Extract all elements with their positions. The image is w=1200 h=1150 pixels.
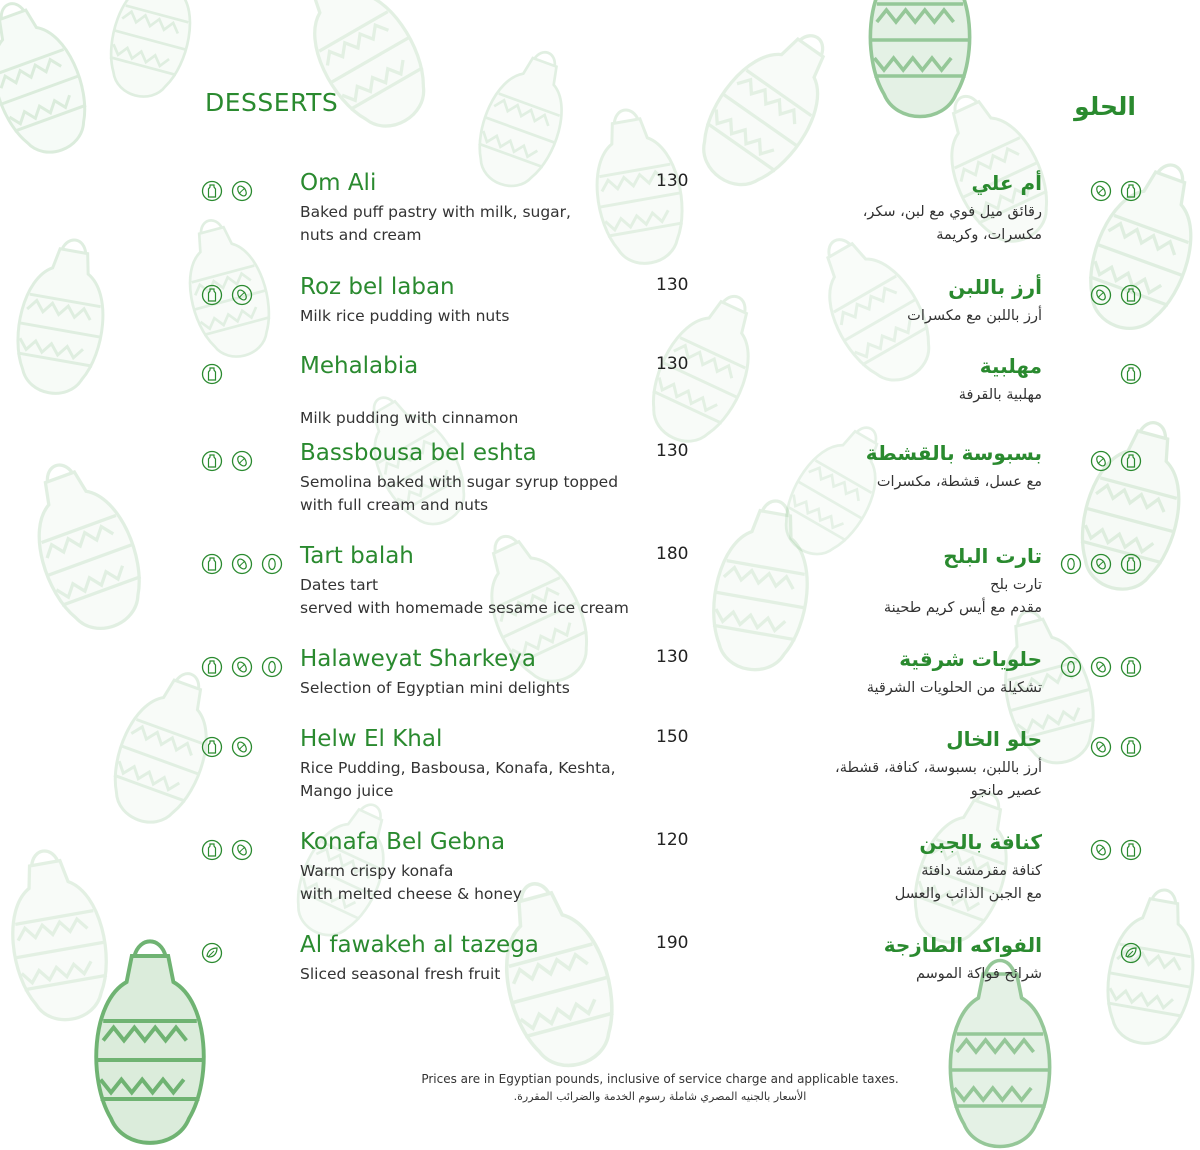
description-line: مع عسل، قشطة، مكسرات <box>876 474 1042 490</box>
description-line: أرز باللبن، بسبوسة، كنافة، قشطة، <box>835 760 1042 776</box>
allergen-icons-ar <box>1120 942 1142 964</box>
dairy-icon <box>201 363 223 385</box>
item-price: 130 <box>656 275 689 295</box>
item-description-en <box>300 677 640 700</box>
dairy-icon <box>1120 656 1142 678</box>
allergen-icons-ar <box>1090 180 1142 202</box>
allergen-icons-ar <box>1090 839 1142 861</box>
description-line: رقائق ميل فوي مع لبن، سكر، <box>862 204 1042 220</box>
item-description-en <box>300 384 640 430</box>
item-description-ar <box>884 574 1042 620</box>
dairy-icon <box>1120 839 1142 861</box>
description-line: Sliced seasonal fresh fruit <box>300 965 501 983</box>
description-line: with full cream and nuts <box>300 496 489 514</box>
allergen-icons-en <box>201 450 253 472</box>
menu-item <box>0 170 1200 269</box>
nuts-icon <box>1090 736 1112 758</box>
description-line: شرائح فواكة الموسم <box>915 966 1042 982</box>
description-line: served with homemade sesame ice cream <box>300 599 629 617</box>
item-name-ar: كنافة بالجبن <box>919 830 1042 854</box>
description-line: أرز باللبن مع مكسرات <box>907 308 1042 324</box>
description-line: كنافة مقرمشة دافئة <box>921 863 1042 879</box>
description-line: Dates tart <box>300 576 379 594</box>
dairy-icon <box>1120 736 1142 758</box>
dairy-icon <box>201 839 223 861</box>
item-price: 190 <box>656 933 689 953</box>
menu-item <box>0 440 1200 539</box>
item-name-ar: أم علي <box>971 171 1042 195</box>
sesame-icon <box>261 656 283 678</box>
item-name-ar: تارت البلح <box>943 544 1042 568</box>
description-line: Warm crispy konafa <box>300 862 454 880</box>
allergen-icons-en <box>201 736 253 758</box>
nuts-icon <box>1090 450 1112 472</box>
nuts-icon <box>231 839 253 861</box>
description-line: تشكيلة من الحلويات الشرقية <box>866 680 1042 696</box>
nuts-icon <box>1090 180 1112 202</box>
description-line: تارت بلح <box>990 577 1042 593</box>
item-description-en <box>300 305 640 328</box>
item-name-ar: حلويات شرقية <box>899 647 1042 671</box>
item-description-ar <box>863 201 1042 247</box>
dairy-icon <box>201 450 223 472</box>
nuts-icon <box>231 450 253 472</box>
footer-note-en: Prices are in Egyptian pounds, inclusive of service charge and applicable taxes. <box>421 1072 899 1086</box>
allergen-icons-en <box>201 363 223 385</box>
allergen-icons-en <box>201 284 253 306</box>
item-name-en: Om Ali <box>300 170 377 196</box>
item-name-ar: أرز باللبن <box>948 275 1042 299</box>
item-name-ar: الفواكه الطازجة <box>883 933 1042 957</box>
item-description-en <box>300 201 640 247</box>
menu-item <box>0 353 1200 452</box>
item-name-en: Al fawakeh al tazega <box>300 932 539 958</box>
description-line: Milk rice pudding with nuts <box>300 307 510 325</box>
dairy-icon <box>201 736 223 758</box>
item-price: 130 <box>656 441 689 461</box>
allergen-icons-ar <box>1090 450 1142 472</box>
item-description-ar <box>907 305 1042 328</box>
item-price: 130 <box>656 647 689 667</box>
vegan-icon <box>201 942 223 964</box>
dairy-icon <box>1120 553 1142 575</box>
nuts-icon <box>231 180 253 202</box>
sesame-icon <box>261 553 283 575</box>
description-line: مكسرات، وكريمة <box>936 227 1042 243</box>
section-title-ar: الحلو <box>1074 92 1136 121</box>
nuts-icon <box>231 553 253 575</box>
item-name-ar: بسبوسة بالقشطة <box>865 441 1042 465</box>
gluten-icon <box>201 180 223 202</box>
item-name-en: Halaweyat Sharkeya <box>300 646 536 672</box>
allergen-icons-en <box>201 553 283 575</box>
item-description-en <box>300 963 640 986</box>
item-name-en: Mehalabia <box>300 353 419 379</box>
dairy-icon <box>1120 284 1142 306</box>
allergen-icons-en <box>201 656 283 678</box>
item-description-ar <box>959 384 1042 407</box>
description-line: Milk pudding with cinnamon <box>300 409 519 427</box>
allergen-icons-ar <box>1090 736 1142 758</box>
allergen-icons-en <box>201 942 223 964</box>
nuts-icon <box>1090 839 1112 861</box>
item-name-en: Konafa Bel Gebna <box>300 829 506 855</box>
item-price: 130 <box>656 171 689 191</box>
item-description-ar <box>895 860 1042 906</box>
menu-item <box>0 829 1200 928</box>
item-name-ar: مهلبية <box>979 354 1042 378</box>
allergen-icons-en <box>201 839 253 861</box>
nuts-icon <box>231 736 253 758</box>
menu-item <box>0 543 1200 642</box>
vegan-icon <box>1120 942 1142 964</box>
allergen-icons-ar <box>1120 363 1142 385</box>
gluten-icon <box>1120 180 1142 202</box>
allergen-icons-ar <box>1060 553 1142 575</box>
description-line: with melted cheese & honey <box>300 885 522 903</box>
description-line: Mango juice <box>300 782 394 800</box>
dairy-icon <box>1120 363 1142 385</box>
allergen-icons-ar <box>1090 284 1142 306</box>
menu-item <box>0 932 1200 1031</box>
item-description-ar <box>867 677 1042 700</box>
nuts-icon <box>1090 553 1112 575</box>
allergen-icons-en <box>201 180 253 202</box>
section-title-en: DESSERTS <box>205 88 339 117</box>
dairy-icon <box>201 553 223 575</box>
dairy-icon <box>1120 450 1142 472</box>
item-description-en <box>300 574 640 620</box>
sesame-icon <box>1060 553 1082 575</box>
item-name-en: Helw El Khal <box>300 726 443 752</box>
allergen-icons-ar <box>1060 656 1142 678</box>
description-line: nuts and cream <box>300 226 422 244</box>
item-price: 180 <box>656 544 689 564</box>
item-description-ar <box>916 963 1042 986</box>
description-line: مقدم مع أيس كريم طحينة <box>883 600 1042 616</box>
nuts-icon <box>1090 284 1112 306</box>
dairy-icon <box>201 284 223 306</box>
footer-note-ar: الأسعار بالجنيه المصري شاملة رسوم الخدمة والضرائب المقررة. <box>513 1090 807 1103</box>
description-line: Selection of Egyptian mini delights <box>300 679 570 697</box>
item-description-ar <box>877 471 1042 494</box>
item-description-en <box>300 471 640 517</box>
menu-item <box>0 726 1200 825</box>
description-line: مع الجبن الذائب والعسل <box>894 886 1042 902</box>
description-line: عصير مانجو <box>970 783 1042 799</box>
item-description-en <box>300 757 640 803</box>
item-price: 120 <box>656 830 689 850</box>
description-line: Baked puff pastry with milk, sugar, <box>300 203 571 221</box>
item-name-ar: حلو الخال <box>946 727 1042 751</box>
item-price: 130 <box>656 354 689 374</box>
nuts-icon <box>231 284 253 306</box>
nuts-icon <box>231 656 253 678</box>
item-description-ar <box>835 757 1042 803</box>
description-line: مهلبية بالقرفة <box>958 387 1042 403</box>
item-price: 150 <box>656 727 689 747</box>
dairy-icon <box>201 656 223 678</box>
description-line <box>300 384 640 407</box>
sesame-icon <box>1060 656 1082 678</box>
description-line: Semolina baked with sugar syrup topped <box>300 473 619 491</box>
item-description-en <box>300 860 640 906</box>
item-name-en: Bassbousa bel eshta <box>300 440 537 466</box>
item-name-en: Tart balah <box>300 543 414 569</box>
nuts-icon <box>1090 656 1112 678</box>
description-line: Rice Pudding, Basbousa, Konafa, Keshta, <box>300 759 616 777</box>
item-name-en: Roz bel laban <box>300 274 455 300</box>
